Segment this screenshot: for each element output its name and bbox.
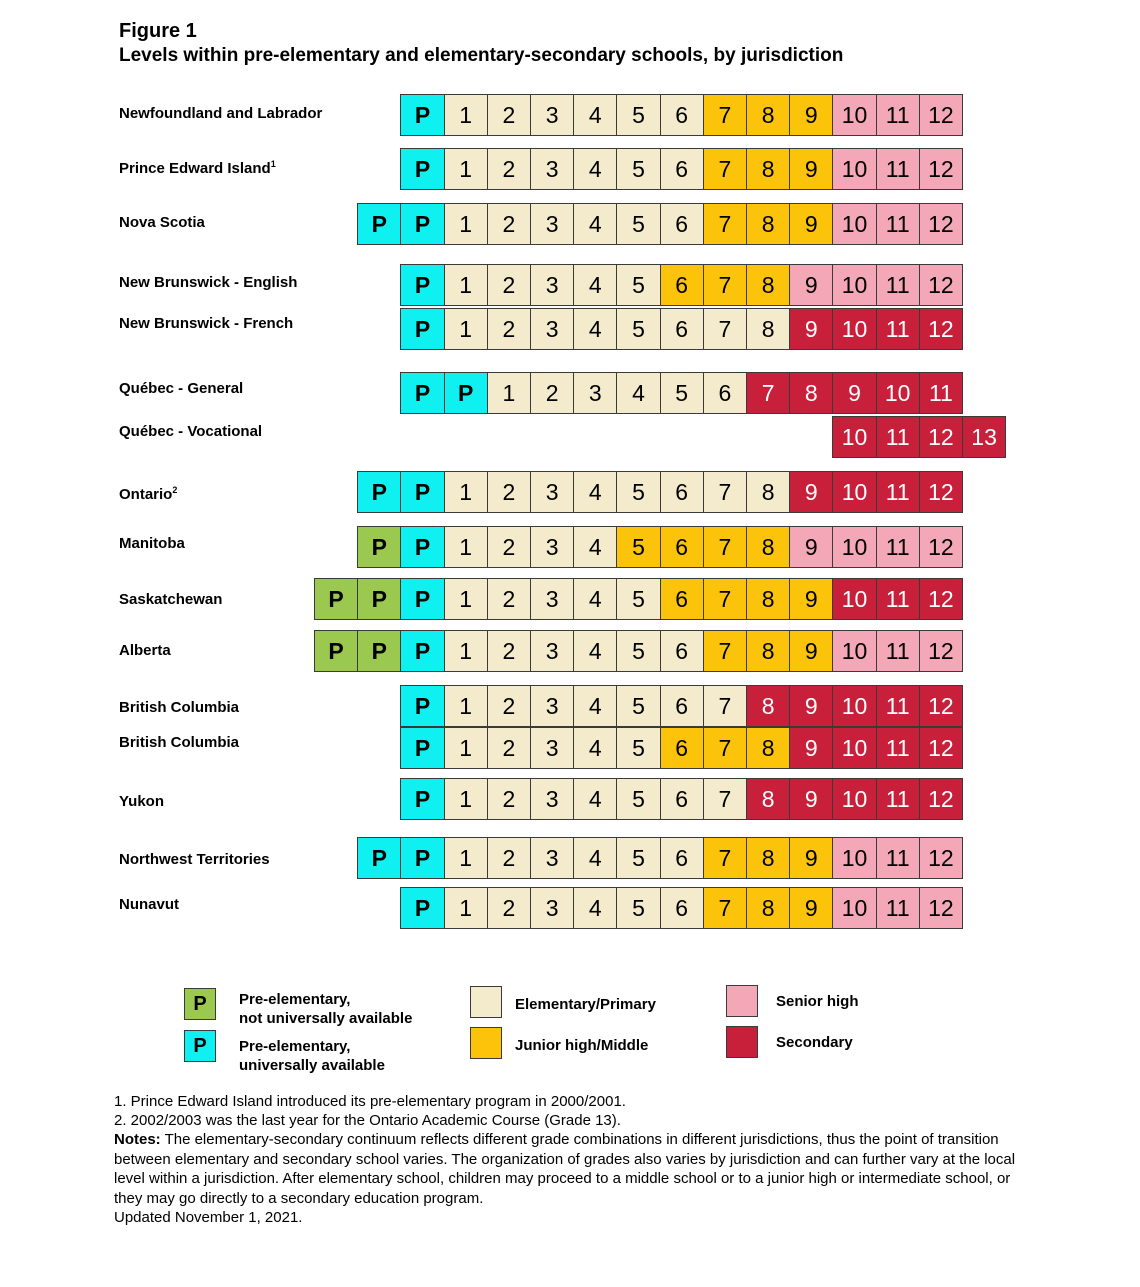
grade-cell: P <box>400 685 444 727</box>
footnote-marker: 1 <box>270 159 276 169</box>
grade-cell: 7 <box>746 372 790 414</box>
notes <box>114 1130 1034 1208</box>
grade-cell: 1 <box>444 727 488 769</box>
grade-cell: 6 <box>660 308 704 350</box>
grade-cell: 3 <box>530 727 574 769</box>
grade-cell: 5 <box>616 264 660 306</box>
grade-cell: P <box>444 372 488 414</box>
grade-cell: 6 <box>660 837 704 879</box>
grade-cell: 10 <box>832 94 876 136</box>
grade-cell: P <box>400 148 444 190</box>
grade-cell: 2 <box>487 203 531 245</box>
jurisdiction-label <box>119 734 239 751</box>
grade-cell: 8 <box>746 685 790 727</box>
grade-cell: 9 <box>789 685 833 727</box>
grade-cell: 9 <box>789 578 833 620</box>
grade-cell: 8 <box>746 837 790 879</box>
grade-cell: 6 <box>660 727 704 769</box>
grade-cell: 10 <box>876 372 920 414</box>
jurisdiction-name: Prince Edward Island <box>119 160 271 177</box>
grade-cell: 2 <box>487 264 531 306</box>
grade-cell: 12 <box>919 526 963 568</box>
grade-cell: 6 <box>660 778 704 820</box>
grade-cell: 4 <box>573 471 617 513</box>
grade-cell: 3 <box>530 94 574 136</box>
grade-cell: P <box>400 887 444 929</box>
grade-cell: 11 <box>876 148 920 190</box>
grade-cell: 2 <box>487 148 531 190</box>
grade-cell: 5 <box>616 526 660 568</box>
grade-cell: 3 <box>530 471 574 513</box>
jurisdiction-label <box>119 274 297 291</box>
legend-swatch-secondary <box>726 1026 758 1058</box>
grade-cell: 7 <box>703 148 747 190</box>
grade-cell: 8 <box>746 887 790 929</box>
grade-cell: 1 <box>444 308 488 350</box>
grade-cell: 12 <box>919 578 963 620</box>
grade-cell: 10 <box>832 837 876 879</box>
grade-cell: 12 <box>919 148 963 190</box>
grade-cell: 5 <box>616 778 660 820</box>
grade-cell: 10 <box>832 203 876 245</box>
grade-cell: 11 <box>876 887 920 929</box>
grade-cell: 5 <box>616 887 660 929</box>
jurisdiction-label <box>119 793 164 810</box>
grade-cell: 11 <box>919 372 963 414</box>
grade-cell: 8 <box>746 526 790 568</box>
grade-cell: 3 <box>530 308 574 350</box>
grade-cell: 3 <box>573 372 617 414</box>
jurisdiction-label <box>119 851 270 868</box>
grade-cell: 10 <box>832 887 876 929</box>
jurisdiction-label <box>119 160 276 177</box>
grade-cell: P <box>357 526 401 568</box>
grade-cell: 6 <box>660 526 704 568</box>
updated-date: Updated November 1, 2021. <box>114 1209 303 1226</box>
grade-cell: 1 <box>444 148 488 190</box>
jurisdiction-name: British Columbia <box>119 699 240 716</box>
grade-cell: 3 <box>530 837 574 879</box>
grade-cell: 2 <box>487 837 531 879</box>
grade-cell: 8 <box>746 727 790 769</box>
grade-cell: 8 <box>746 264 790 306</box>
grade-cell: 12 <box>919 778 963 820</box>
jurisdiction-name: Alberta <box>119 642 171 659</box>
grade-cell: 9 <box>832 372 876 414</box>
grade-cell: 7 <box>703 578 747 620</box>
grade-cell: 6 <box>660 203 704 245</box>
grade-cell: 5 <box>616 148 660 190</box>
grade-cell: 2 <box>487 526 531 568</box>
grade-cell: 8 <box>789 372 833 414</box>
jurisdiction-label <box>119 105 322 122</box>
grade-cell: 6 <box>660 94 704 136</box>
grade-cell: 10 <box>832 685 876 727</box>
jurisdiction-name: Northwest Territories <box>119 851 270 868</box>
grade-cell: 3 <box>530 578 574 620</box>
grade-cell: 12 <box>919 264 963 306</box>
grade-cell: P <box>400 578 444 620</box>
grade-cell: 10 <box>832 526 876 568</box>
grade-cell: 4 <box>573 630 617 672</box>
jurisdiction-name: Saskatchewan <box>119 591 223 608</box>
grade-cell: 3 <box>530 778 574 820</box>
grade-cell: 1 <box>444 887 488 929</box>
grade-cell: 8 <box>746 471 790 513</box>
grade-cell: 13 <box>962 416 1006 458</box>
grade-cell: 6 <box>660 471 704 513</box>
grade-cell: 12 <box>919 416 963 458</box>
grade-cell: 3 <box>530 526 574 568</box>
grade-cell: 9 <box>789 727 833 769</box>
grade-cell: 11 <box>876 308 920 350</box>
grade-cell: 4 <box>573 727 617 769</box>
grade-cell: 5 <box>616 837 660 879</box>
grade-cell: 1 <box>444 203 488 245</box>
grade-cell: 11 <box>876 685 920 727</box>
grade-cell: 11 <box>876 837 920 879</box>
footnote-2: 2. 2002/2003 was the last year for the Ontario Academic Course (Grade 13). <box>114 1112 621 1129</box>
grade-cell: 7 <box>703 308 747 350</box>
grade-cell: 2 <box>487 308 531 350</box>
grade-cell: 9 <box>789 471 833 513</box>
jurisdiction-label <box>119 535 185 552</box>
grade-cell: 1 <box>444 94 488 136</box>
grade-cell: P <box>357 630 401 672</box>
jurisdiction-label <box>119 642 171 659</box>
jurisdiction-name: Québec - General <box>119 380 244 397</box>
grade-cell: 7 <box>703 264 747 306</box>
grade-cell: 3 <box>530 887 574 929</box>
grade-cell: 2 <box>487 685 531 727</box>
grade-cell: 1 <box>444 778 488 820</box>
grade-cell: 4 <box>573 308 617 350</box>
grade-cell: P <box>314 630 358 672</box>
grade-cell: 7 <box>703 630 747 672</box>
grade-cell: 4 <box>573 778 617 820</box>
grade-cell: 3 <box>530 264 574 306</box>
legend-swatch-senior-high <box>726 985 758 1017</box>
grade-cell: 6 <box>660 148 704 190</box>
grade-cell: P <box>400 94 444 136</box>
legend-label-pre-not-universal: Pre-elementary, not universally available <box>239 991 413 1027</box>
grade-cell: 10 <box>832 148 876 190</box>
grade-cell: 11 <box>876 416 920 458</box>
grade-cell: 1 <box>487 372 531 414</box>
legend-swatch-elementary <box>470 986 502 1018</box>
grade-cell: 10 <box>832 416 876 458</box>
grade-cell: 6 <box>660 578 704 620</box>
grade-cell: 8 <box>746 630 790 672</box>
jurisdiction-name: Nunavut <box>119 896 179 913</box>
grade-cell: 8 <box>746 203 790 245</box>
grade-cell: 2 <box>487 887 531 929</box>
grade-cell: 12 <box>919 94 963 136</box>
grade-cell: 2 <box>487 630 531 672</box>
legend-label-senior-high: Senior high <box>776 993 859 1010</box>
grade-cell: 10 <box>832 264 876 306</box>
grade-cell: 9 <box>789 308 833 350</box>
grade-cell: P <box>357 471 401 513</box>
grade-cell: 1 <box>444 264 488 306</box>
grade-cell: P <box>357 837 401 879</box>
jurisdiction-label <box>119 423 262 440</box>
grade-cell: 4 <box>573 94 617 136</box>
grade-cell: 9 <box>789 630 833 672</box>
grade-cell: 5 <box>616 685 660 727</box>
grade-cell: 3 <box>530 685 574 727</box>
grade-cell: 9 <box>789 264 833 306</box>
grade-cell: 4 <box>573 685 617 727</box>
grade-cell: P <box>400 526 444 568</box>
grade-cell: P <box>400 264 444 306</box>
grade-cell: P <box>400 727 444 769</box>
legend-label-junior-high: Junior high/Middle <box>515 1037 649 1054</box>
grade-cell: P <box>314 578 358 620</box>
jurisdiction-label <box>119 315 293 332</box>
grade-cell: 2 <box>487 778 531 820</box>
grade-cell: 2 <box>487 471 531 513</box>
grade-cell: 5 <box>616 471 660 513</box>
grade-cell: 5 <box>616 578 660 620</box>
grade-cell: P <box>357 203 401 245</box>
jurisdiction-name: Nova Scotia <box>119 214 205 231</box>
grade-cell: 4 <box>616 372 660 414</box>
grade-cell: 5 <box>616 94 660 136</box>
grade-cell: 3 <box>530 203 574 245</box>
jurisdiction-label <box>119 896 179 913</box>
grade-cell: 12 <box>919 630 963 672</box>
grade-cell: 2 <box>487 727 531 769</box>
grade-cell: 6 <box>660 685 704 727</box>
grade-cell: 3 <box>530 630 574 672</box>
grade-cell: 8 <box>746 308 790 350</box>
grade-cell: 9 <box>789 526 833 568</box>
jurisdiction-label <box>119 699 239 716</box>
grade-cell: P <box>357 578 401 620</box>
grade-cell: 7 <box>703 727 747 769</box>
grade-cell: 11 <box>876 203 920 245</box>
grade-cell: 12 <box>919 727 963 769</box>
grade-cell: 9 <box>789 778 833 820</box>
legend-label-pre-universal: Pre-elementary, universally available <box>239 1038 385 1074</box>
grade-cell: P <box>400 630 444 672</box>
grade-cell: 4 <box>573 203 617 245</box>
grade-cell: 10 <box>832 308 876 350</box>
grade-cell: 1 <box>444 471 488 513</box>
footnote-marker: 2 <box>172 485 178 495</box>
grade-cell: 7 <box>703 203 747 245</box>
grade-cell: 8 <box>746 94 790 136</box>
grade-cell: 7 <box>703 837 747 879</box>
figure-title: Levels within pre-elementary and elementary-secondary schools, by jurisdiction <box>119 45 844 66</box>
grade-cell: 11 <box>876 471 920 513</box>
grade-cell: P <box>400 778 444 820</box>
grade-cell: 10 <box>832 578 876 620</box>
grade-cell: 4 <box>573 526 617 568</box>
grade-cell: 4 <box>573 578 617 620</box>
grade-cell: P <box>400 837 444 879</box>
jurisdiction-label <box>119 486 177 503</box>
legend-swatch-pre-universal: P <box>184 1030 216 1062</box>
legend-swatch-pre-not-universal: P <box>184 988 216 1020</box>
grade-cell: 8 <box>746 778 790 820</box>
grade-cell: 11 <box>876 264 920 306</box>
jurisdiction-name: New Brunswick - English <box>119 274 298 291</box>
grade-cell: 7 <box>703 526 747 568</box>
grade-cell: 2 <box>487 94 531 136</box>
grade-cell: 11 <box>876 526 920 568</box>
grade-cell: 12 <box>919 685 963 727</box>
jurisdiction-label <box>119 591 222 608</box>
grade-cell: 6 <box>660 887 704 929</box>
grade-cell: 5 <box>660 372 704 414</box>
grade-cell: 12 <box>919 887 963 929</box>
jurisdiction-name: Manitoba <box>119 535 185 552</box>
jurisdiction-label <box>119 380 243 397</box>
grade-cell: 6 <box>660 630 704 672</box>
grade-cell: 7 <box>703 471 747 513</box>
grade-cell: 1 <box>444 837 488 879</box>
grade-cell: 7 <box>703 685 747 727</box>
grade-cell: 4 <box>573 148 617 190</box>
notes-text: The elementary-secondary continuum reflects different grade combinations in different jurisdictions, thus the point of transition between elementary and secondary school varies. The organization of grades also varies by jurisdiction and can further vary at the local level within a jurisdiction. After elementary school, children may proceed to a middle school or to a junior high or intermediate school, or they may go directly to a secondary education program. <box>114 1131 1016 1207</box>
grade-cell: 8 <box>746 578 790 620</box>
grade-cell: 9 <box>789 887 833 929</box>
grade-cell: 4 <box>573 837 617 879</box>
grade-cell: 1 <box>444 526 488 568</box>
legend-label-secondary: Secondary <box>776 1034 853 1051</box>
grade-cell: 12 <box>919 837 963 879</box>
grade-cell: 7 <box>703 94 747 136</box>
grade-cell: 9 <box>789 94 833 136</box>
grade-cell: 7 <box>703 887 747 929</box>
grade-cell: 11 <box>876 578 920 620</box>
grade-cell: 11 <box>876 727 920 769</box>
legend-swatch-junior-high <box>470 1027 502 1059</box>
grade-cell: P <box>400 203 444 245</box>
grade-cell: 5 <box>616 203 660 245</box>
grade-cell: 7 <box>703 778 747 820</box>
grade-cell: 5 <box>616 727 660 769</box>
jurisdiction-name: Ontario <box>119 486 173 503</box>
grade-cell: 4 <box>573 264 617 306</box>
grade-cell: 12 <box>919 308 963 350</box>
grade-cell: 10 <box>832 471 876 513</box>
grade-cell: 9 <box>789 837 833 879</box>
jurisdiction-name: British Columbia <box>119 734 240 751</box>
footnote-1: 1. Prince Edward Island introduced its pre-elementary program in 2000/2001. <box>114 1093 626 1110</box>
grade-cell: 11 <box>876 630 920 672</box>
grade-cell: 5 <box>616 630 660 672</box>
jurisdiction-label <box>119 214 205 231</box>
jurisdiction-name: Newfoundland and Labrador <box>119 105 323 122</box>
grade-cell: 12 <box>919 471 963 513</box>
grade-cell: 3 <box>530 148 574 190</box>
legend-label-elementary: Elementary/Primary <box>515 996 656 1013</box>
grade-cell: 6 <box>660 264 704 306</box>
grade-cell: 9 <box>789 148 833 190</box>
grade-cell: 1 <box>444 630 488 672</box>
figure-number: Figure 1 <box>119 20 197 42</box>
jurisdiction-name: Québec - Vocational <box>119 423 263 440</box>
grade-cell: 12 <box>919 203 963 245</box>
grade-cell: 10 <box>832 778 876 820</box>
grade-cell: 11 <box>876 94 920 136</box>
grade-cell: 2 <box>530 372 574 414</box>
grade-cell: 1 <box>444 578 488 620</box>
grade-cell: P <box>400 372 444 414</box>
jurisdiction-name: Yukon <box>119 793 165 810</box>
grade-cell: P <box>400 308 444 350</box>
grade-cell: P <box>400 471 444 513</box>
grade-cell: 10 <box>832 727 876 769</box>
grade-cell: 6 <box>703 372 747 414</box>
grade-cell: 9 <box>789 203 833 245</box>
grade-cell: 8 <box>746 148 790 190</box>
jurisdiction-name: New Brunswick - French <box>119 315 294 332</box>
grade-cell: 1 <box>444 685 488 727</box>
grade-cell: 2 <box>487 578 531 620</box>
grade-cell: 10 <box>832 630 876 672</box>
grade-cell: 11 <box>876 778 920 820</box>
grade-cell: 4 <box>573 887 617 929</box>
notes-label: Notes: <box>114 1131 161 1148</box>
grade-cell: 5 <box>616 308 660 350</box>
